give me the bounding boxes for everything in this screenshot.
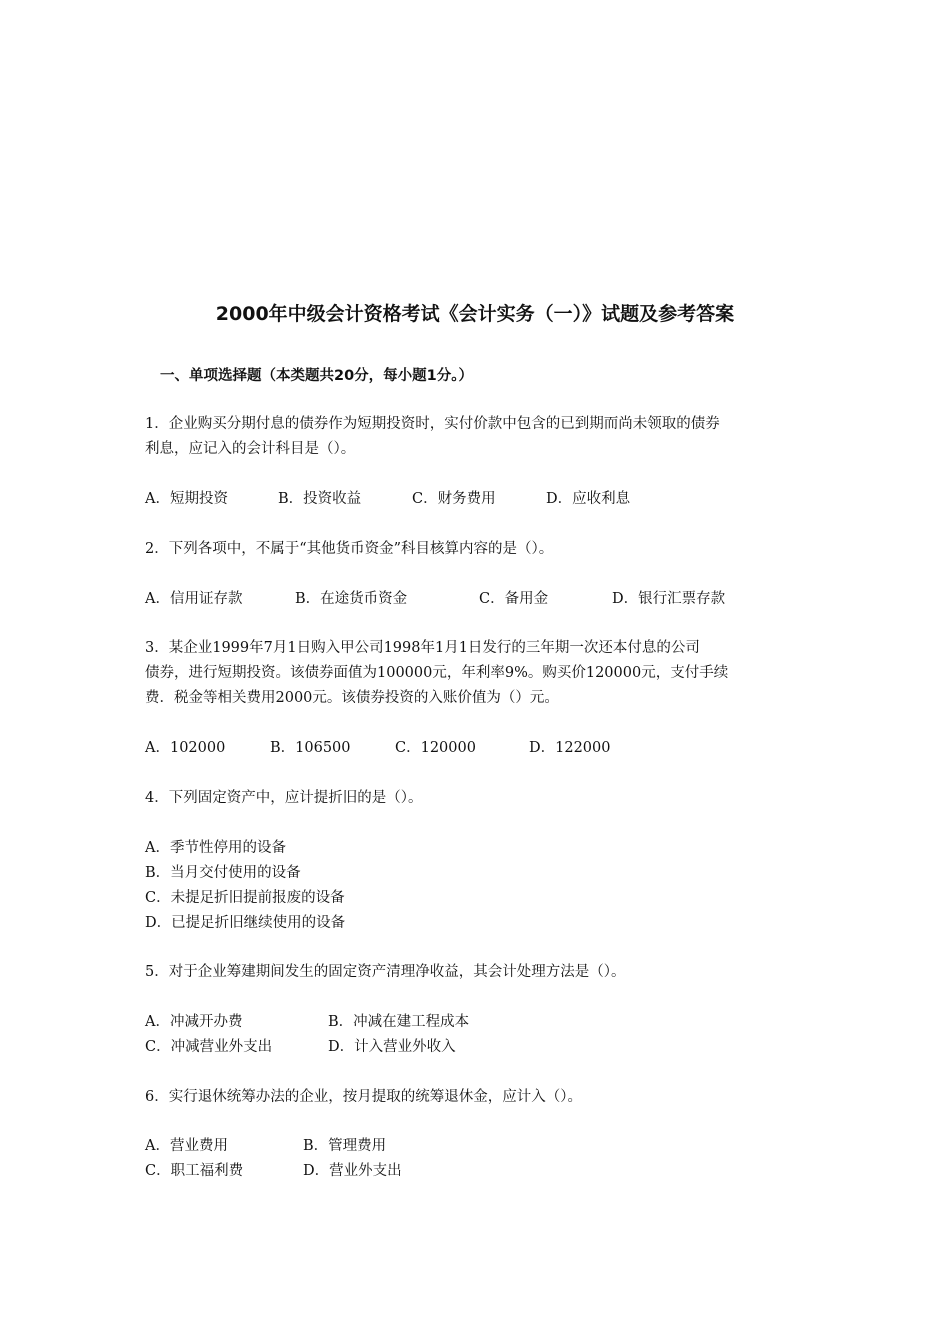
- question-4-option-a: A．季节性停用的设备: [145, 840, 286, 856]
- question-1-option-b: B．投资收益: [278, 491, 362, 507]
- question-6-option-a: A．营业费用: [145, 1138, 228, 1154]
- question-6-option-d: D．营业外支出: [303, 1163, 402, 1179]
- question-1-option-c: C．财务费用: [412, 491, 496, 507]
- question-3-option-d: D．122000: [529, 740, 611, 756]
- question-4-option-d: D．已提足折旧继续使用的设备: [145, 915, 346, 931]
- question-2-text-line-1: 2．下列各项中，不属于“其他货币资金”科目核算内容的是（）。: [145, 541, 554, 557]
- question-2-option-c: C．备用金: [479, 591, 549, 607]
- question-3-option-b: B．106500: [270, 740, 351, 756]
- question-2-option-a: A．信用证存款: [145, 591, 243, 607]
- question-1-option-a: A．短期投资: [145, 491, 228, 507]
- question-5-text-line-1: 5．对于企业筹建期间发生的固定资产清理净收益，其会计处理方法是（）。: [145, 964, 626, 980]
- question-6-text-line-1: 6．实行退休统筹办法的企业，按月提取的统筹退休金，应计入（）。: [145, 1089, 582, 1105]
- question-5-option-c: C．冲减营业外支出: [145, 1039, 273, 1055]
- question-3-text-line-3: 费．税金等相关费用2000元。该债券投资的入账价值为（）元。: [145, 690, 559, 706]
- question-3-text-line-2: 债券，进行短期投资。该债券面值为100000元，年利率9%。购买价120000元，支付手续: [145, 665, 729, 681]
- question-6-option-c: C．职工福利费: [145, 1163, 244, 1179]
- question-4-text-line-1: 4．下列固定资产中，应计提折旧的是（）。: [145, 790, 423, 806]
- question-2-option-b: B．在途货币资金: [295, 591, 408, 607]
- question-1-text-line-1: 1．企业购买分期付息的债券作为短期投资时，实付价款中包含的已到期而尚未领取的债券: [145, 416, 720, 432]
- question-1-text-line-2: 利息，应记入的会计科目是（）。: [145, 441, 356, 457]
- question-5-option-a: A．冲减开办费: [145, 1014, 243, 1030]
- question-3-option-a: A．102000: [145, 740, 226, 756]
- question-2-option-d: D．银行汇票存款: [612, 591, 726, 607]
- question-1-option-d: D．应收利息: [546, 491, 631, 507]
- question-5-option-b: B．冲减在建工程成本: [328, 1014, 470, 1030]
- question-3-option-c: C．120000: [395, 740, 476, 756]
- question-4-option-b: B．当月交付使用的设备: [145, 865, 301, 881]
- section-heading: 一、单项选择题（本类题共20分，每小题1分。）: [160, 368, 474, 384]
- question-3-text-line-1: 3．某企业1999年7月1日购入甲公司1998年1月1日发行的三年期一次还本付息的公司: [145, 640, 700, 656]
- question-6-option-b: B．管理费用: [303, 1138, 387, 1154]
- document-title: 2000年中级会计资格考试《会计实务（一）》试题及参考答案: [215, 303, 735, 325]
- question-5-option-d: D．计入营业外收入: [328, 1039, 456, 1055]
- question-4-option-c: C．未提足折旧提前报废的设备: [145, 890, 345, 906]
